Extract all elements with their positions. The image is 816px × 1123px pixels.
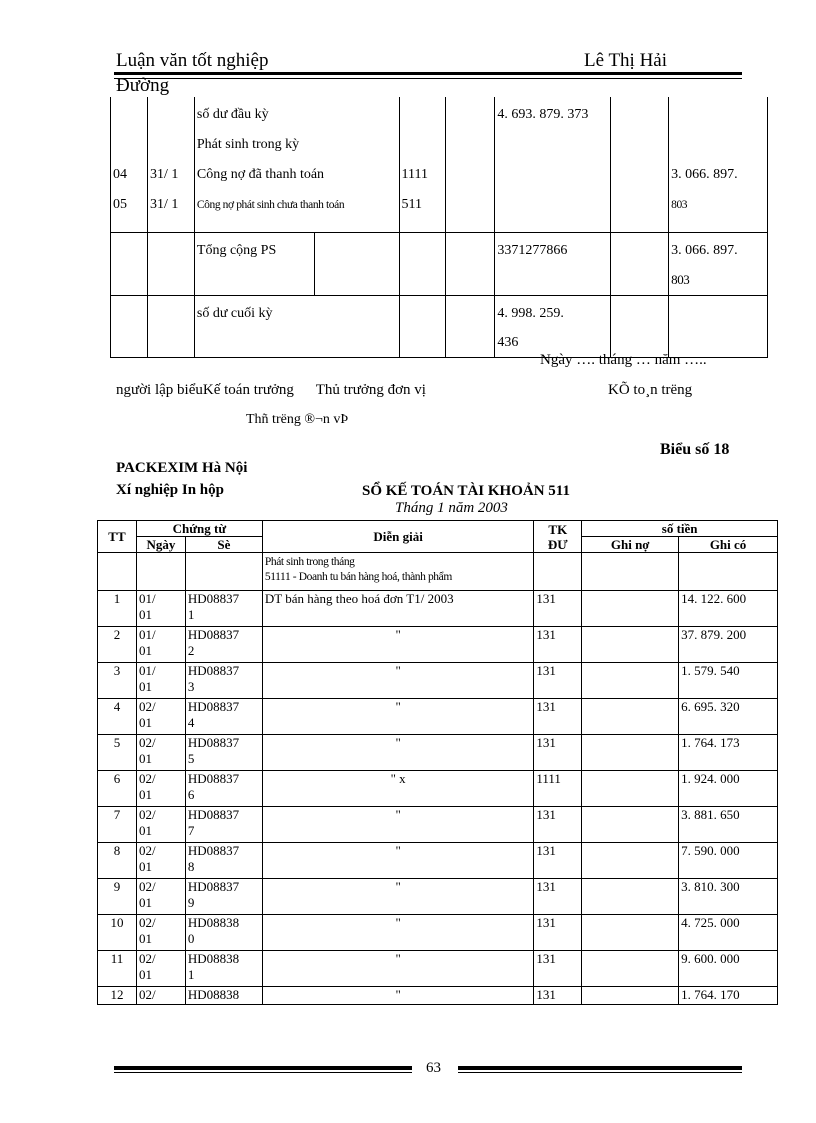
row-credit: 1. 764. 173 — [679, 735, 778, 771]
cell-line — [150, 137, 154, 152]
blank-cell — [611, 97, 669, 232]
row-number: 6 — [98, 771, 137, 807]
row-description: " — [262, 879, 533, 915]
row-account: 131 — [534, 987, 582, 1005]
closing-label: số dư cuối kỳ — [194, 295, 399, 357]
intro-cell: Phát sinh trong tháng 51111 - Doanh tu bán hàng hoá, thành phẩm — [262, 553, 533, 591]
credit-cell — [669, 97, 768, 232]
cell-line — [150, 107, 154, 122]
ledger-row — [98, 735, 778, 771]
cell-line — [113, 137, 117, 152]
row-credit: 4. 725. 000 — [679, 915, 778, 951]
ledger-row — [98, 771, 778, 807]
cell-line: 31/ 1 — [149, 167, 179, 182]
row-description: " — [262, 987, 533, 1005]
ledger-subtitle: Tháng 1 năm 2003 — [395, 500, 508, 516]
row-number: 2 — [98, 627, 137, 663]
row-number: 9 — [98, 879, 137, 915]
garbled-head-unit: Thñ trëng ®¬n vÞ — [246, 412, 349, 427]
col-so: Sè — [185, 537, 262, 553]
cell-line — [402, 107, 406, 122]
row-description: " — [262, 699, 533, 735]
row-account: 131 — [534, 663, 582, 699]
total-debit: 3371277866 — [495, 232, 611, 295]
row-date: 02/ 01 — [136, 951, 185, 987]
ledger-title: SỔ KẾ TOÁN TÀI KHOẢN 511 — [362, 483, 570, 499]
row-credit: 1. 764. 170 — [679, 987, 778, 1005]
header-row — [98, 521, 778, 537]
row-debit — [582, 951, 679, 987]
signature-line — [116, 382, 426, 399]
row-number: 4 — [98, 699, 137, 735]
row-doc-no: HD08838 — [185, 987, 262, 1005]
description-cell — [194, 97, 399, 232]
row-credit: 1. 579. 540 — [679, 663, 778, 699]
col-ngay: Ngày — [136, 537, 185, 553]
row-debit — [582, 915, 679, 951]
row-date: 02/ 01 — [136, 843, 185, 879]
row-account: 131 — [534, 591, 582, 627]
cell-line — [671, 137, 675, 152]
col-dien-giai: Diễn giải — [262, 521, 533, 553]
row-date: 02/ 01 — [136, 771, 185, 807]
row-date: 01/ 01 — [136, 663, 185, 699]
row-description: " — [262, 663, 533, 699]
cell-line: 1111 — [401, 167, 428, 182]
row-description: " — [262, 951, 533, 987]
blank-cell — [446, 97, 495, 232]
footer-rule-left-thin — [114, 1072, 412, 1073]
row-date: 01/ 01 — [136, 591, 185, 627]
col-so-tien: số tiền — [582, 521, 778, 537]
row-number: 10 — [98, 915, 137, 951]
row-account: 131 — [534, 735, 582, 771]
ledger-row — [98, 915, 778, 951]
col-tk: TK ĐƯ — [534, 521, 582, 553]
cell-line: 803 — [671, 199, 688, 211]
chief-accountant-label: Kế toán trưởng — [202, 382, 294, 398]
total-label: Tổng cộng PS — [194, 232, 314, 295]
cell-line: Công nợ phát sinh chưa thanh toán — [196, 199, 345, 211]
row-doc-no: HD08838 0 — [185, 915, 262, 951]
row-doc-no: HD08837 2 — [185, 627, 262, 663]
cell-line: 04 — [113, 167, 127, 182]
row-account: 131 — [534, 915, 582, 951]
row-date: 02/ 01 — [136, 879, 185, 915]
ledger-row — [98, 987, 778, 1005]
row-credit: 37. 879. 200 — [679, 627, 778, 663]
row-date: 02/ 01 — [136, 735, 185, 771]
row-credit: 1. 924. 000 — [679, 771, 778, 807]
header-continuation: Đường — [116, 75, 170, 96]
row-date: 02/ — [136, 987, 185, 1005]
cell-line — [671, 107, 675, 122]
row-description: DT bán hàng theo hoá đơn T1/ 2003 — [262, 591, 533, 627]
cell-line: 3. 066. 897. — [671, 167, 738, 182]
row-debit — [582, 663, 679, 699]
header-rule-thin — [114, 78, 742, 79]
date-line: Ngày …. tháng … năm ….. — [540, 352, 707, 368]
row-debit — [582, 771, 679, 807]
col-tt: TT — [98, 521, 137, 553]
cell-line: số dư đầu kỳ — [196, 107, 269, 122]
footer-rule-left — [114, 1066, 412, 1070]
closing-debit: 4. 998. 259. 436 — [495, 295, 611, 357]
doc-date-cell — [147, 97, 194, 232]
ledger-row — [98, 879, 778, 915]
row-debit — [582, 807, 679, 843]
row-debit — [582, 735, 679, 771]
intro-row — [98, 553, 778, 591]
row-account: 131 — [534, 843, 582, 879]
page-number: 63 — [426, 1060, 441, 1076]
row-date: 02/ 01 — [136, 915, 185, 951]
header-rule — [114, 72, 742, 75]
row-description: " — [262, 807, 533, 843]
row-account: 131 — [534, 879, 582, 915]
row-account: 131 — [534, 807, 582, 843]
header-author: Lê Thị Hải — [584, 50, 668, 71]
row-account: 131 — [534, 627, 582, 663]
row-doc-no: HD08837 1 — [185, 591, 262, 627]
row-account: 131 — [534, 951, 582, 987]
row-number: 12 — [98, 987, 137, 1005]
row-debit — [582, 987, 679, 1005]
row-doc-no: HD08837 6 — [185, 771, 262, 807]
doc-number-cell — [111, 97, 148, 232]
row-credit: 9. 600. 000 — [679, 951, 778, 987]
cell-line: 511 — [401, 197, 422, 212]
row-date: 01/ 01 — [136, 627, 185, 663]
garbled-chief-accountant: KÕ to¸n trëng — [608, 382, 693, 398]
ledger-row — [98, 843, 778, 879]
total-credit: 3. 066. 897. 803 — [669, 232, 768, 295]
row-number: 1 — [98, 591, 137, 627]
row-description: " — [262, 735, 533, 771]
row-number: 7 — [98, 807, 137, 843]
cell-line: 05 — [113, 197, 127, 212]
ledger-row — [98, 627, 778, 663]
ledger-row — [98, 951, 778, 987]
table-row — [111, 97, 768, 232]
row-number: 11 — [98, 951, 137, 987]
col-ghi-co: Ghi có — [679, 537, 778, 553]
row-doc-no: HD08838 1 — [185, 951, 262, 987]
row-doc-no: HD08837 5 — [185, 735, 262, 771]
row-debit — [582, 879, 679, 915]
ledger-row — [98, 591, 778, 627]
row-number: 8 — [98, 843, 137, 879]
cell-line: Công nợ đã thanh toán — [196, 167, 325, 182]
row-credit: 3. 881. 650 — [679, 807, 778, 843]
company-name: PACKEXIM Hà Nội — [116, 460, 248, 476]
exhibit-label: Biểu số 18 — [660, 441, 730, 458]
ledger-row — [98, 663, 778, 699]
row-debit — [582, 699, 679, 735]
ledger-row — [98, 699, 778, 735]
row-doc-no: HD08837 9 — [185, 879, 262, 915]
row-number: 5 — [98, 735, 137, 771]
row-number: 3 — [98, 663, 137, 699]
opening-debit-cell: 4. 693. 879. 373 — [495, 97, 611, 232]
row-doc-no: HD08837 3 — [185, 663, 262, 699]
row-description: " x — [262, 771, 533, 807]
row-doc-no: HD08837 8 — [185, 843, 262, 879]
total-row — [111, 232, 768, 295]
ledger-row — [98, 807, 778, 843]
closing-row — [111, 295, 768, 357]
col-chung-tu: Chứng từ — [136, 521, 262, 537]
row-description: " — [262, 627, 533, 663]
account-cell — [399, 97, 446, 232]
row-doc-no: HD08837 4 — [185, 699, 262, 735]
row-date: 02/ 01 — [136, 807, 185, 843]
cell-line — [402, 137, 406, 152]
head-unit-label: Thủ trưởng đơn vị — [315, 382, 426, 398]
row-credit: 3. 810. 300 — [679, 879, 778, 915]
row-account: 131 — [534, 699, 582, 735]
row-debit — [582, 591, 679, 627]
row-credit: 6. 695. 320 — [679, 699, 778, 735]
cell-line: 31/ 1 — [149, 197, 179, 212]
footer-rule-right — [458, 1066, 742, 1070]
preparer-label: người lập biểu — [116, 382, 203, 398]
row-description: " — [262, 915, 533, 951]
row-credit: 14. 122. 600 — [679, 591, 778, 627]
row-account: 1111 — [534, 771, 582, 807]
col-ghi-no: Ghi nợ — [582, 537, 679, 553]
row-debit — [582, 627, 679, 663]
balance-table — [110, 97, 768, 358]
row-debit — [582, 843, 679, 879]
row-description: " — [262, 843, 533, 879]
cell-line: Phát sinh trong kỳ — [196, 137, 300, 152]
company-unit: Xí nghiệp In hộp — [116, 482, 224, 498]
header-title: Luận văn tốt nghiệp — [116, 50, 269, 71]
cell-line — [113, 107, 117, 122]
ledger-table — [97, 520, 778, 1005]
row-doc-no: HD08837 7 — [185, 807, 262, 843]
row-date: 02/ 01 — [136, 699, 185, 735]
footer-rule-right-thin — [458, 1072, 742, 1073]
row-credit: 7. 590. 000 — [679, 843, 778, 879]
